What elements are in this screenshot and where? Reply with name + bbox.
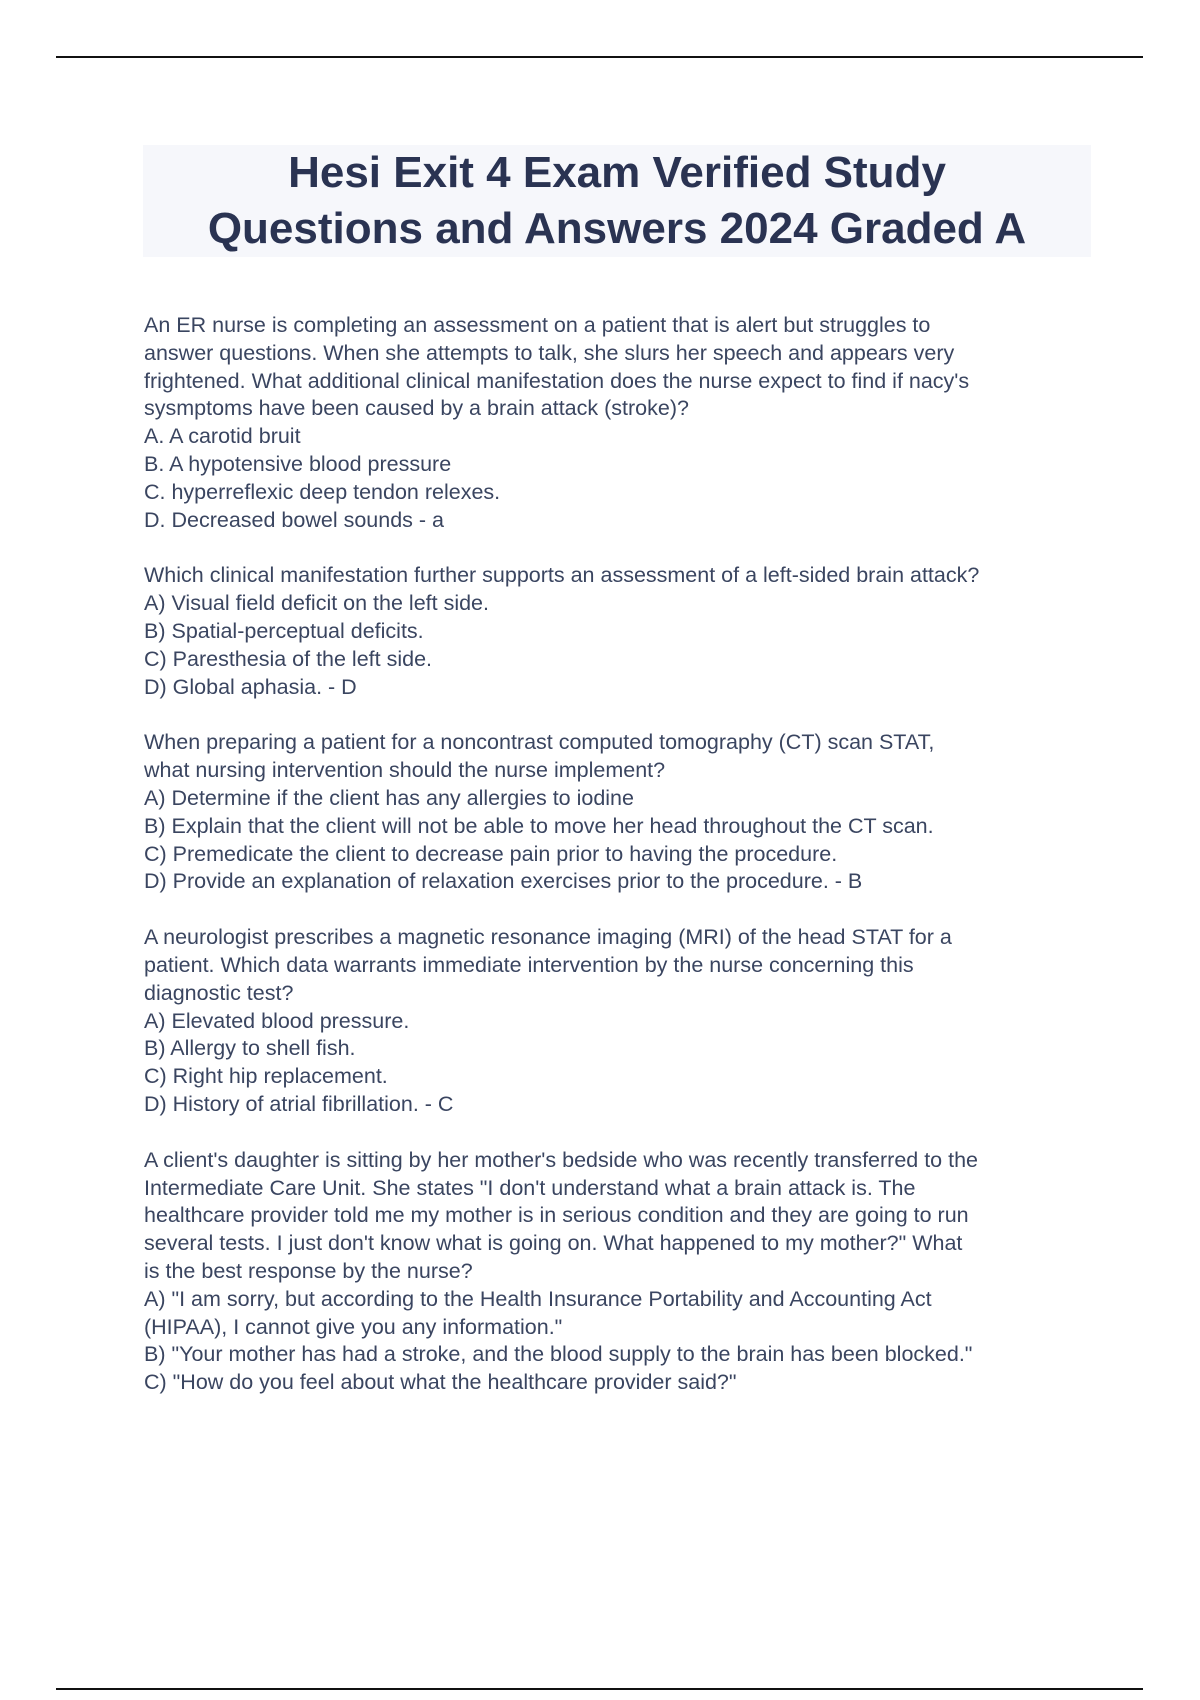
- question-text: is the best response by the nurse?: [144, 1258, 473, 1283]
- document-title: [143, 145, 1091, 257]
- answer-option: A) Visual field deficit on the left side.: [144, 591, 489, 616]
- question-block: [144, 562, 1094, 701]
- answer-option: A) Determine if the client has any allergies to iodine: [144, 785, 634, 810]
- question-text: sysmptoms have been caused by a brain attack (stroke)?: [144, 396, 689, 421]
- question-block: [144, 729, 1094, 896]
- answer-option: B) Spatial-perceptual deficits.: [144, 618, 424, 643]
- answer-option: B) Explain that the client will not be able to move her head throughout the CT scan.: [144, 813, 934, 838]
- answer-option: D) History of atrial fibrillation. - C: [144, 1091, 454, 1116]
- question-text: answer questions. When she attempts to talk, she slurs her speech and appears very: [144, 340, 955, 365]
- answer-option: D. Decreased bowel sounds - a: [144, 507, 444, 532]
- question-text: A client's daughter is sitting by her mother's bedside who was recently transferred to the: [144, 1147, 978, 1172]
- question-text: healthcare provider told me my mother is in serious condition and they are going to run: [144, 1203, 969, 1228]
- question-text: Intermediate Care Unit. She states "I don't understand what a brain attack is. The: [144, 1175, 916, 1200]
- question-text: several tests. I just don't know what is going on. What happened to my mother?" What: [144, 1231, 963, 1256]
- answer-option: A) Elevated blood pressure.: [144, 1008, 410, 1033]
- question-text: patient. Which data warrants immediate intervention by the nurse concerning this: [144, 952, 914, 977]
- question-text: diagnostic test?: [144, 980, 294, 1005]
- answer-option: B. A hypotensive blood pressure: [144, 451, 452, 476]
- answer-option: C) Premedicate the client to decrease pain prior to having the procedure.: [144, 841, 838, 866]
- bottom-rule: [56, 1688, 1143, 1690]
- answer-option: D) Provide an explanation of relaxation exercises prior to the procedure. - B: [144, 869, 863, 894]
- answer-option: C. hyperreflexic deep tendon relexes.: [144, 479, 501, 504]
- answer-option: C) Right hip replacement.: [144, 1064, 388, 1089]
- question-text: A neurologist prescribes a magnetic resonance imaging (MRI) of the head STAT for a: [144, 925, 952, 950]
- question-block: [144, 924, 1094, 1119]
- question-text: what nursing intervention should the nurse implement?: [144, 758, 666, 783]
- title-line-1: Hesi Exit 4 Exam Verified Study: [288, 148, 946, 197]
- top-rule: [56, 56, 1143, 58]
- question-text: An ER nurse is completing an assessment on a patient that is alert but struggles to: [144, 313, 931, 337]
- title-line-2: Questions and Answers 2024 Graded A: [207, 204, 1027, 253]
- answer-option: C) "How do you feel about what the healthcare provider said?": [144, 1370, 737, 1395]
- answer-option: C) Paresthesia of the left side.: [144, 646, 433, 671]
- answer-option: B) "Your mother has had a stroke, and the blood supply to the brain has been blocked.": [144, 1342, 973, 1367]
- answer-option: B) Allergy to shell fish.: [144, 1036, 356, 1061]
- question-block: [144, 1147, 1094, 1397]
- answer-option: D) Global aphasia. - D: [144, 674, 357, 699]
- answer-option: A. A carotid bruit: [144, 424, 301, 449]
- question-text: When preparing a patient for a noncontrast computed tomography (CT) scan STAT,: [144, 730, 935, 755]
- question-text: Which clinical manifestation further supports an assessment of a left-sided brain attack?: [144, 563, 980, 588]
- answer-option: A) "I am sorry, but according to the Health Insurance Portability and Accounting Act: [144, 1286, 932, 1311]
- question-block: [144, 312, 1094, 534]
- question-text: frightened. What additional clinical manifestation does the nurse expect to find if nacy's: [144, 368, 970, 393]
- question-list: [144, 312, 1094, 1425]
- answer-option: (HIPAA), I cannot give you any information.": [144, 1314, 563, 1339]
